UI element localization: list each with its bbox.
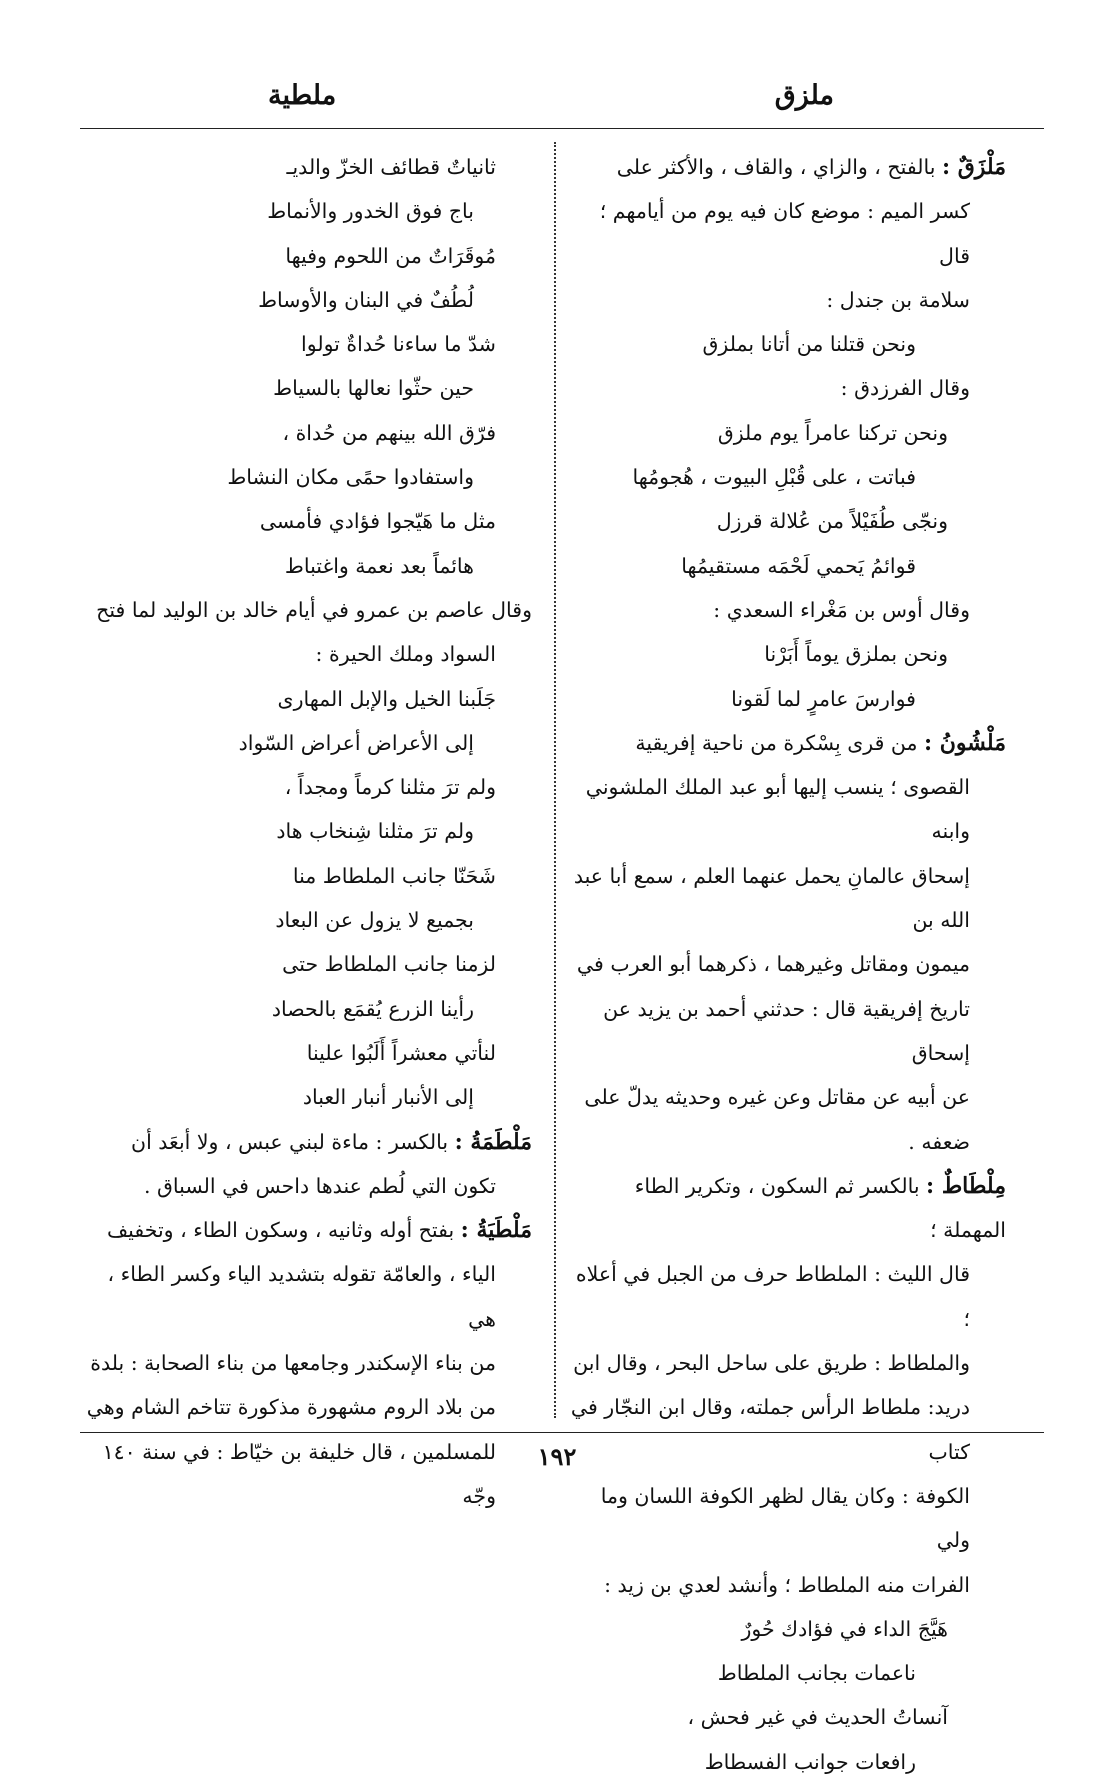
text-line — [570, 1252, 1006, 1341]
top-rule — [80, 128, 1044, 129]
line-text: تاريخ إفريقية قال : حدثني أحمد بن يزيد عن إسحاق — [603, 996, 970, 1065]
line-text: فرّق الله بينهم من حُداة ، — [282, 420, 496, 445]
text-line — [82, 721, 532, 765]
text-line — [570, 1563, 1006, 1607]
line-text: ولم ترَ مثلنا شِنخاب هاد — [276, 819, 474, 844]
text-line — [570, 1075, 1006, 1119]
text-line — [82, 898, 532, 942]
line-text: رافعات جوانب الفسطاط — [704, 1749, 916, 1774]
text-line — [82, 765, 532, 809]
text-line — [570, 322, 1006, 366]
text-line — [82, 1075, 532, 1119]
entry-headword: مَلْزَقٌ : — [941, 154, 1006, 180]
text-line — [82, 632, 532, 676]
text-line — [82, 411, 532, 455]
line-text: إسحاق عالمانِ يحمل عنهما العلم ، سمع أبا عبد الله بن — [573, 863, 970, 933]
line-text: لنأتي معشراً أَلَبُوا علينا — [306, 1040, 496, 1065]
left-column — [82, 145, 532, 1518]
line-text: السواد وملك الحيرة : — [315, 642, 496, 667]
text-line — [82, 854, 532, 898]
line-text: مثل ما هَيّجوا فؤادي فأمسى — [259, 509, 496, 534]
line-text: للمسلمين ، قال خليفة بن خيّاط : في سنة ١٤٠ وجّه — [102, 1439, 496, 1508]
line-text: شدّ ما ساءنا حُداةٌ تولوا — [301, 332, 496, 357]
line-text: فباتت ، على قُبْلِ البيوت ، هُجومُها — [632, 465, 916, 490]
text-line — [570, 411, 1006, 455]
text-line — [82, 1252, 532, 1341]
text-line — [82, 1341, 532, 1385]
text-line — [570, 1474, 1006, 1563]
line-text: دريد: ملطاط الرأس جملته، وقال ابن النجّار في كتاب — [570, 1395, 970, 1464]
text-line — [570, 987, 1006, 1076]
text-line — [82, 1164, 532, 1208]
line-text: هائماً بعد نعمة واغتباط — [284, 553, 474, 578]
text-line — [570, 854, 1006, 943]
text-line — [570, 1607, 1006, 1651]
header-right-title: ملزق — [774, 80, 834, 111]
text-line — [570, 278, 1006, 322]
entry-headword: مِلْطَاطٌ : — [926, 1172, 1006, 1199]
line-text: الياء ، والعامّة تقوله بتشديد الياء وكسر الطاء ، هي — [107, 1262, 496, 1331]
entry-headword: مَلْشُونُ : — [924, 729, 1006, 756]
text-line — [82, 588, 532, 632]
text-line — [570, 366, 1006, 410]
line-text: بالكسر : ماءة لبني عبس ، ولا أبعَد أن — [131, 1129, 455, 1154]
entry-headword: مَلْطَيَةُ : — [460, 1217, 532, 1244]
line-text: الكوفة : وكان يقال لظهر الكوفة اللسان وما ولي — [600, 1483, 970, 1553]
text-line — [570, 189, 1006, 278]
line-text: شَحَنّا جانب الملطاط منا — [292, 863, 496, 888]
text-line — [570, 145, 1006, 189]
text-line — [570, 1341, 1006, 1385]
line-text: وقال الفرزدق : — [840, 376, 970, 401]
line-text: هَيَّجَ الداء في فؤادك حُورٌ — [741, 1616, 948, 1641]
line-text: ضعفه . — [908, 1129, 970, 1154]
line-text: بالكسر ثم السكون ، وتكرير الطاء المهملة ؛ — [634, 1173, 1006, 1243]
line-text: آنساتُ الحديث في غير فحش ، — [687, 1705, 948, 1730]
text-line — [570, 721, 1006, 765]
text-line — [570, 455, 1006, 499]
line-text: بجميع لا يزول عن البعاد — [275, 908, 474, 933]
text-line — [82, 499, 532, 543]
line-text: حين حثّوا نعالها بالسياط — [273, 376, 474, 401]
entry-headword: مَلْطَمَةُ : — [454, 1128, 532, 1155]
text-line — [82, 1208, 532, 1252]
line-text: ونحن بملزق يوماً أَبَرْنا — [764, 642, 948, 667]
text-line — [570, 765, 1006, 854]
text-line — [570, 1695, 1006, 1739]
line-text: تكون التي لُطم عندها داحس في السباق . — [143, 1173, 496, 1198]
line-text: والملطاط : طريق على ساحل البحر ، وقال ابن — [573, 1351, 970, 1376]
text-line — [570, 1651, 1006, 1695]
line-text: من بلاد الروم مشهورة مذكورة تتاخم الشام وهي — [86, 1395, 496, 1420]
line-text: ميمون ومقاتل وغيرهما ، ذكرهما أبو العرب في — [576, 952, 970, 977]
text-line — [82, 677, 532, 721]
text-line — [82, 278, 532, 322]
line-text: بالفتح ، والزاي ، والقاف ، والأكثر على — [616, 155, 942, 179]
line-text: إلى الأعراض أعراض السّواد — [238, 730, 474, 755]
text-line — [570, 677, 1006, 721]
line-text: رأينا الزرع يُقمَع بالحصاد — [271, 996, 474, 1021]
line-text: ولم ترَ مثلنا كرماً ومجداً ، — [284, 775, 496, 800]
line-text: وقال أوس بن مَغْراء السعدي : — [713, 597, 970, 622]
page-number: ١٩٢ — [537, 1442, 577, 1471]
text-line — [570, 632, 1006, 676]
text-line — [570, 499, 1006, 543]
text-line — [82, 322, 532, 366]
line-text: القصوى ؛ ينسب إليها أبو عبد الملك الملشوني وابنه — [585, 775, 970, 844]
line-text: سلامة بن جندل : — [826, 287, 970, 312]
line-text: لُطُفٌ في البنان والأوساط — [258, 287, 474, 312]
text-line — [82, 1031, 532, 1075]
text-line — [82, 366, 532, 410]
line-text: ونحن تركنا عامراً يوم ملزق — [717, 420, 948, 445]
line-text: بفتح أوله وثانيه ، وسكون الطاء ، وتخفيف — [106, 1218, 461, 1243]
text-line — [570, 1164, 1006, 1253]
line-text: قوائمُ يَحمي لَحْمَه مستقيمُها — [681, 553, 916, 578]
text-line — [82, 1385, 532, 1429]
line-text: واستفادوا حمًى مكان النشاط — [227, 465, 474, 490]
line-text: وقال عاصم بن عمرو في أيام خالد بن الوليد لما فتح — [96, 597, 532, 622]
text-line — [82, 544, 532, 588]
text-line — [570, 1740, 1006, 1784]
text-line — [570, 588, 1006, 632]
line-text: باج فوق الخدور والأنماط — [267, 199, 474, 224]
line-text: كسر الميم : موضع كان فيه يوم من أيامهم ؛ قال — [599, 199, 970, 268]
text-line — [82, 1120, 532, 1164]
line-text: ونجّى طُفَيْلاً من عُلالة قرزل — [716, 509, 948, 534]
text-line — [570, 942, 1006, 986]
line-text: قال الليث : الملطاط حرف من الجبل في أعلاه ؛ — [575, 1262, 970, 1331]
line-text: مُوقَرَاتٌ من اللحوم وفيها — [285, 243, 496, 268]
text-line — [82, 234, 532, 278]
text-line — [82, 145, 532, 189]
line-text: ناعمات بجانب الملطاط — [717, 1661, 916, 1686]
column-separator — [554, 142, 556, 1418]
line-text: من بناء الإسكندر وجامعها من بناء الصحابة : بلدة — [90, 1351, 496, 1376]
line-text: من قرى بِسْكرة من ناحية إفريقية — [635, 730, 924, 755]
text-line — [570, 544, 1006, 588]
text-line — [82, 189, 532, 233]
text-line — [82, 987, 532, 1031]
line-text: فوارسَ عامرٍ لما لَقونا — [731, 686, 916, 711]
line-text: ثانياتٌ قطائف الخزّ والديـ — [286, 155, 496, 179]
bottom-rule — [80, 1432, 1044, 1433]
text-line — [570, 1120, 1006, 1164]
line-text: لزمنا جانب الملطاط حتى — [282, 952, 496, 977]
line-text: جَلَبنا الخيل والإبل المهارى — [277, 686, 496, 711]
line-text: ونحن قتلنا من أتانا بملزق — [702, 332, 916, 357]
text-line — [82, 942, 532, 986]
line-text: إلى الأنبار أنبار العباد — [302, 1085, 474, 1110]
header-left-title: ملطية — [268, 80, 337, 111]
right-column — [570, 145, 1006, 1784]
line-text: عن أبيه عن مقاتل وعن غيره وحديثه يدلّ على — [584, 1085, 970, 1110]
text-line — [82, 455, 532, 499]
line-text: الفرات منه الملطاط ؛ وأنشد لعدي بن زيد : — [604, 1572, 970, 1597]
text-line — [82, 809, 532, 853]
